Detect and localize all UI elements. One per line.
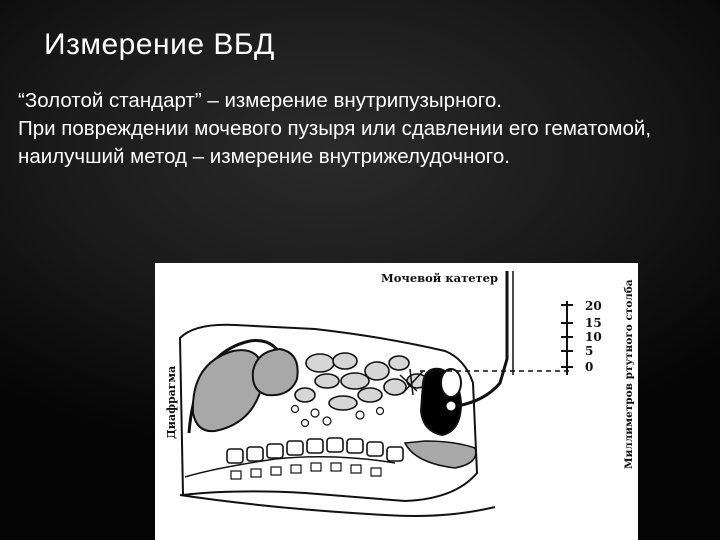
scale-tick-20: 20	[585, 299, 602, 313]
scale-tick-5: 5	[585, 344, 594, 358]
spinal-processes	[231, 463, 381, 479]
slide-body	[18, 87, 708, 171]
paragraph-gold-standard: “Золотой стандарт” – измерение внутрипузырного.	[18, 89, 502, 112]
catheter-tube	[457, 271, 507, 406]
catheter-label: Мочевой катетер	[381, 271, 499, 285]
paragraph-alternative-method: При повреждении мочевого пузыря или сдавлении его гематомой, наилучший метод – измерение внутрижелудочного.	[18, 117, 652, 168]
catheter-balloon	[447, 402, 456, 411]
scale-label: Миллиметров ртутного столба	[623, 279, 635, 469]
rectum-organ	[405, 441, 476, 468]
anatomy-figure	[155, 263, 638, 540]
anatomy-diagram	[155, 263, 638, 540]
diaphragm-label: Диафрагма	[165, 365, 178, 439]
spine	[227, 438, 403, 463]
slide-title: Измерение ВБД	[44, 28, 275, 61]
pubic-bone	[441, 369, 461, 397]
spinal-canal-line	[185, 457, 395, 477]
scale-tick-10: 10	[585, 330, 602, 344]
scale-tick-15: 15	[585, 316, 602, 330]
scale-tick-0: 0	[585, 360, 594, 374]
liver-organ	[193, 350, 263, 431]
back-outline	[180, 495, 495, 516]
stomach-organ	[253, 349, 298, 395]
